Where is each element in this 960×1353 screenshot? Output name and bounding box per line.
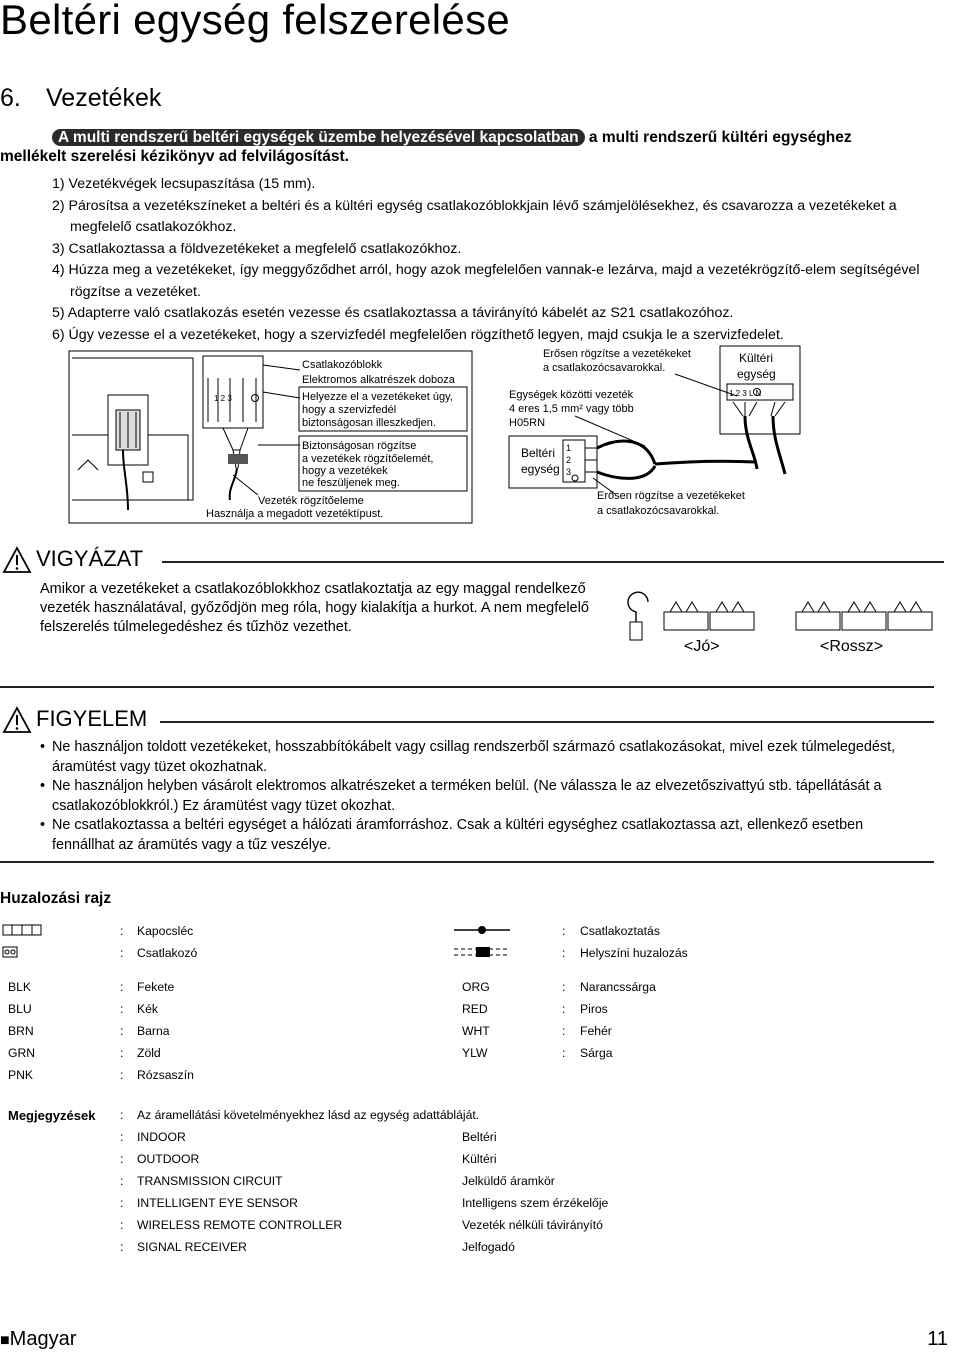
label-secure-2: a vezetékek rögzítőelemét, (302, 453, 434, 465)
outdoor-terminals: 1 2 3 L N (729, 389, 762, 398)
note-en: INTELLIGENT EYE SENSOR (137, 1196, 298, 1210)
label-tight-top-2: a csatlakozócsavarokkal. (543, 362, 666, 374)
step-3: 3) Csatlakoztassa a földvezetékeket a megfelelő csatlakozókhoz. (52, 240, 462, 257)
label-terminal-block-1: Csatlakozóblokk (302, 359, 383, 371)
sep: : (562, 1024, 566, 1038)
notice-rule (160, 721, 934, 723)
symbol-connection: Csatlakoztatás (580, 924, 660, 938)
symbol-field-wiring: Helyszíni huzalozás (580, 946, 688, 960)
wire-clamp (228, 454, 248, 464)
note-hu: Kültéri (462, 1152, 497, 1166)
intro-highlight: A multi rendszerű beltéri egységek üzembe helyezésével kapcsolatban (52, 129, 585, 146)
label-tight-bot-1: Erősen rögzítse a vezetékeket (597, 490, 745, 502)
notice-triangle-icon (2, 706, 32, 734)
notes-label: Megjegyzések (8, 1108, 96, 1123)
label-inter-1: Egységek közötti vezeték (509, 389, 634, 401)
color-code: BRN (8, 1024, 34, 1038)
intro-rest-1: a multi rendszerű kültéri egységhez (584, 129, 852, 146)
section-number: 6. (0, 84, 21, 112)
sep: : (562, 1046, 566, 1060)
notice-item-1: • Ne használjon toldott vezetékeket, hosszabbítókábelt vagy csillag rendszerből származó csatlakozásokat, mivel ezek túlmelegedést, áramütést vagy tüzet okozhatnak. (40, 738, 900, 777)
label-outdoor-2: egység (737, 367, 776, 381)
sep: : (562, 924, 566, 938)
note-hu: Vezeték nélküli távirányító (462, 1218, 603, 1232)
label-terminal-block-2: Elektromos alkatrészek doboza (302, 374, 455, 386)
terminal-strip-icon (2, 924, 42, 936)
sep: : (562, 1002, 566, 1016)
warning-triangle-icon (2, 546, 32, 574)
note-hu: Jelfogadó (462, 1240, 515, 1254)
note-en: TRANSMISSION CIRCUIT (137, 1174, 283, 1188)
color-name: Zöld (137, 1046, 161, 1060)
color-name: Sárga (580, 1046, 613, 1060)
sep: : (120, 1130, 124, 1144)
page-title: Beltéri egység felszerelése (0, 0, 511, 43)
label-tight-bot-2: a csatlakozócsavarokkal. (597, 505, 720, 517)
intro-rest-2: mellékelt szerelési kézikönyv ad felvilágosítást. (0, 148, 349, 165)
label-indoor-1: Beltéri (521, 446, 556, 460)
color-code: RED (462, 1002, 488, 1016)
color-code: PNK (8, 1068, 34, 1082)
loop-good-icon (628, 592, 648, 622)
indoor-term-3: 3 (566, 467, 572, 477)
note-en: WIRELESS REMOTE CONTROLLER (137, 1218, 343, 1232)
notice-heading: FIGYELEM (36, 706, 148, 731)
color-name: Rózsaszín (137, 1068, 194, 1082)
sep: : (562, 980, 566, 994)
caution-rule (162, 561, 944, 563)
symbol-terminal-strip: Kapocsléc (137, 924, 194, 938)
caution-bottom-rule (0, 686, 934, 688)
step-5: 5) Adapterre való csatlakozás esetén vezesse és csatlakoztassa a távirányító kábelét az S21 csatlakozóhoz. (52, 305, 734, 321)
sep: : (120, 1152, 124, 1166)
sep: : (120, 946, 124, 960)
color-name: Barna (137, 1024, 170, 1038)
note-hu: Jelküldő áramkör (462, 1174, 555, 1188)
footer-square-icon: ■ (0, 1332, 10, 1349)
sep: : (120, 924, 124, 938)
sep: : (120, 1024, 124, 1038)
symbol-connector: Csatlakozó (137, 946, 198, 960)
notice-item-2: • Ne használjon helyben vásárolt elektromos alkatrészeket a terméken belül. (Ne válassza le az elvezetőszivattyú stb. tápellátását a csatlakozóblokkról.) Ez áramütést vagy tüzet okozhat. (40, 777, 900, 816)
good-label: <Jó> (684, 638, 720, 655)
color-code: BLU (8, 1002, 32, 1016)
field-wiring-icon (452, 946, 512, 958)
installation-diagram (68, 350, 473, 525)
notice-bottom-rule (0, 861, 934, 863)
footer-language (0, 1328, 76, 1351)
sep: : (120, 1002, 124, 1016)
label-clamp-1: Vezeték rögzítőeleme (258, 495, 364, 507)
loop-examples (612, 582, 952, 657)
sep: : (120, 1108, 124, 1122)
intro-paragraph (0, 128, 952, 166)
label-secure-4: ne feszüljenek meg. (302, 477, 400, 489)
color-code: YLW (462, 1046, 488, 1060)
color-code: BLK (8, 980, 32, 994)
indoor-term-1: 1 (566, 443, 572, 453)
step-2: 2) Párosítsa a vezetékszíneket a beltéri és a kültéri egység csatlakozóblokkjain lévő számjelölésekhez, és csavarozza a vezetékeket a megfelelő csatlakozókhoz. (52, 197, 897, 235)
label-fit-3: biztonságosan illeszkedjen. (302, 417, 436, 429)
steps-list (52, 174, 932, 346)
page-number: 11 (927, 1328, 948, 1350)
step-6: 6) Úgy vezesse el a vezetékeket, hogy a szervizfedél megfelelően rögzíthető legyen, majd csukja le a szervizfedelet. (52, 326, 784, 343)
label-inter-3: H05RN (509, 417, 546, 429)
sep: : (120, 1046, 124, 1060)
label-secure-3: hogy a vezetékek (302, 465, 388, 477)
label-inter-2: 4 eres 1,5 mm² vagy több (509, 403, 634, 415)
sep: : (120, 1068, 124, 1082)
sep: : (120, 1174, 124, 1188)
label-outdoor-1: Kültéri (739, 351, 774, 365)
connector-icon (2, 946, 42, 958)
label-tight-top-1: Erősen rögzítse a vezetékeket (543, 348, 691, 360)
notes-first: Az áramellátási követelményekhez lásd az egység adattábláját. (137, 1108, 480, 1122)
bad-examples (664, 602, 932, 630)
section-title: Vezetékek (46, 84, 162, 112)
terminal-block-detail (203, 356, 263, 428)
sep: : (120, 980, 124, 994)
bad-label: <Rossz> (820, 638, 884, 655)
label-fit-1: Helyezze el a vezetékeket úgy, (302, 391, 453, 403)
notice-item-3: • Ne csatlakoztassa a beltéri egységet a hálózati áramforráshoz. Csak a kültéri egységhez csatlakoztassa azt, ellenkező esetben fennállhat az áramütés vagy a tűz veszélye. (40, 816, 900, 855)
connection-diagram (505, 344, 805, 522)
caution-heading: VIGYÁZAT (36, 546, 144, 571)
label-indoor-2: egység (521, 462, 560, 476)
sep: : (120, 1218, 124, 1232)
caution-text: Amikor a vezetékeket a csatlakozóblokkhoz csatlakoztatja az egy maggal rendelkező vezeték használatával, győződjön meg róla, hogy kialakítja a hurkot. A nem megfelelő felszerelés túlmelegedéshez és tűzhöz vezethet. (40, 581, 589, 635)
note-en: SIGNAL RECEIVER (137, 1240, 247, 1254)
connection-icon (452, 924, 512, 936)
note-en: OUTDOOR (137, 1152, 200, 1166)
step-4: 4) Húzza meg a vezetékeket, így meggyőződhet arról, hogy azok megfelelően vannak-e lezárva, majd a vezetékrögzítő-elem segítségével rögzítse a vezetéket. (52, 262, 920, 300)
notice-list (40, 738, 900, 855)
color-name: Fekete (137, 980, 175, 994)
note-hu: Intelligens szem érzékelője (462, 1196, 609, 1210)
indoor-term-2: 2 (566, 455, 572, 465)
note-en: INDOOR (137, 1130, 186, 1144)
sep: : (120, 1196, 124, 1210)
terminal-numbers: 1 2 3 (214, 394, 232, 403)
color-name: Fehér (580, 1024, 612, 1038)
label-secure-1: Biztonságosan rögzítse (302, 440, 417, 452)
color-code: ORG (462, 980, 490, 994)
label-fit-2: hogy a szervizfedél (302, 404, 397, 416)
wiring-title: Huzalozási rajz (0, 890, 112, 907)
sep: : (120, 1240, 124, 1254)
step-1: 1) Vezetékvégek lecsupaszítása (15 mm). (52, 176, 316, 192)
note-hu: Beltéri (462, 1130, 497, 1144)
color-name: Narancssárga (580, 980, 656, 994)
color-code: GRN (8, 1046, 36, 1060)
section-heading (0, 84, 161, 113)
label-clamp-2: Használja a megadott vezetéktípust. (206, 508, 384, 520)
sep: : (562, 946, 566, 960)
color-name: Piros (580, 1002, 608, 1016)
color-name: Kék (137, 1002, 159, 1016)
footer-lang-text: Magyar (9, 1328, 77, 1350)
color-code: WHT (462, 1024, 490, 1038)
